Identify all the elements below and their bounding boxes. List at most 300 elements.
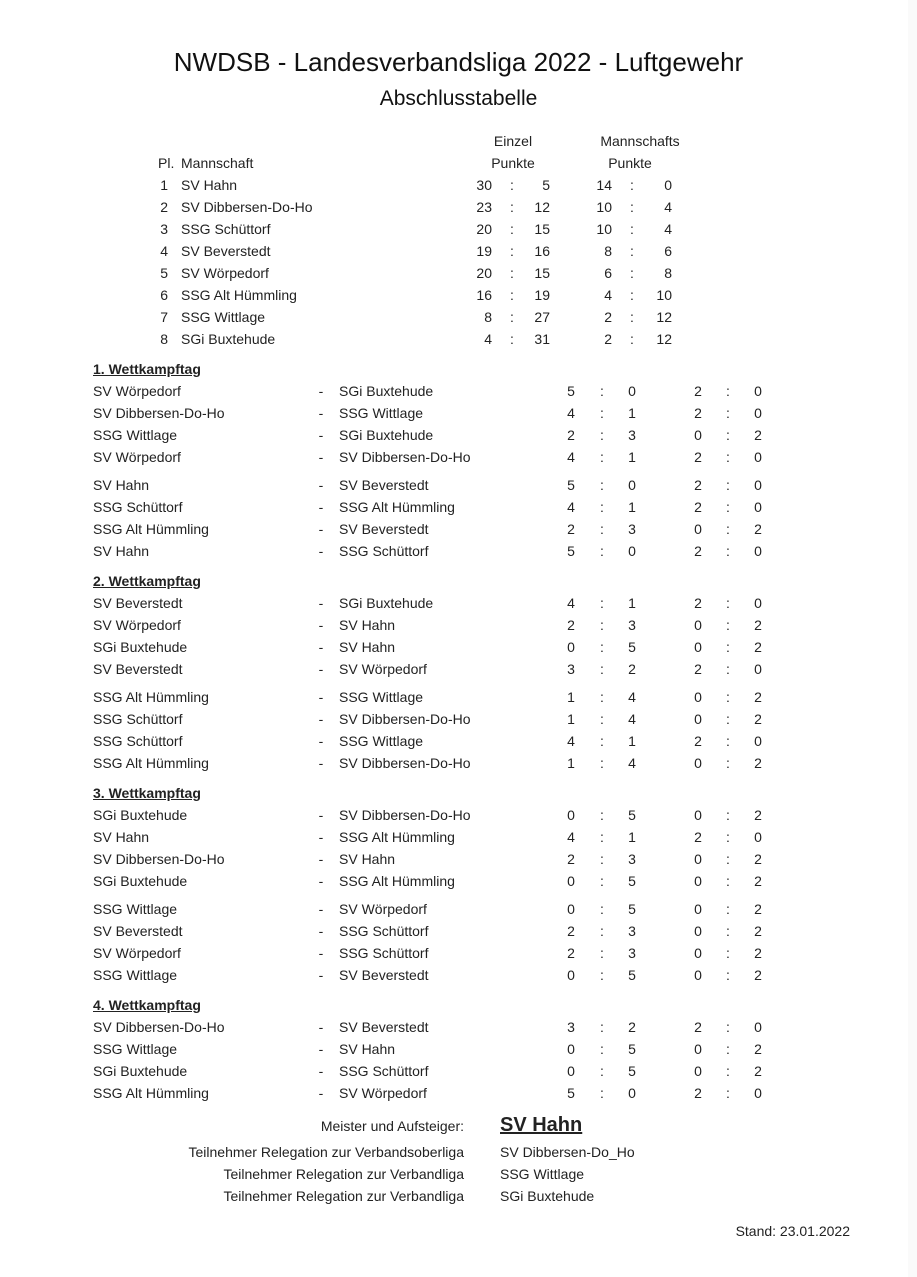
einzel-home: 0 [567,807,575,823]
mannschaft-against: 12 [656,331,672,347]
einzel-against: 15 [534,265,550,281]
mannschaft-home: 0 [694,1063,702,1079]
mannschaft-away: 2 [754,923,762,939]
einzel-home: 4 [567,595,575,611]
home-team: SSG Schüttorf [93,733,183,749]
separator: : [600,945,604,961]
einzel-for: 20 [476,265,492,281]
separator: : [630,265,634,281]
mannschaft-away: 2 [754,521,762,537]
einzel-home: 0 [567,639,575,655]
mannschaft-home: 0 [694,945,702,961]
relegation-team-3: SGi Buxtehude [500,1188,595,1204]
einzel-against: 5 [542,177,550,193]
vs-dash: - [318,521,324,537]
mannschaft-away: 2 [754,851,762,867]
mannschaft-away: 0 [754,383,762,399]
mannschaft-away: 0 [754,733,762,749]
separator: : [600,967,604,983]
einzel-away: 5 [628,873,636,889]
einzel-for: 20 [476,221,492,237]
mannschaft-away: 0 [754,543,762,559]
einzel-away: 2 [628,661,636,677]
match-row [0,730,908,752]
team-name: SV Dibbersen-Do-Ho [181,199,313,215]
away-team: SV Beverstedt [339,967,429,983]
standings-row [0,218,908,240]
separator: : [600,1085,604,1101]
separator: : [600,807,604,823]
einzel-away: 3 [628,617,636,633]
away-team: SV Beverstedt [339,477,429,493]
mannschaft-away: 2 [754,901,762,917]
mannschaft-away: 0 [754,499,762,515]
einzel-away: 5 [628,1063,636,1079]
separator: : [600,449,604,465]
mannschaft-against: 4 [664,221,672,237]
away-team: SV Hahn [339,851,396,867]
standings-row [0,284,908,306]
match-row [0,446,908,468]
einzel-away: 0 [628,383,636,399]
mannschaft-away: 2 [754,1063,762,1079]
mannschaft-for: 14 [596,177,612,193]
einzel-away: 5 [628,1041,636,1057]
mannschaft-away: 0 [754,595,762,611]
einzel-home: 5 [567,477,575,493]
separator: : [726,711,730,727]
away-team: SV Beverstedt [339,521,429,537]
place: 4 [160,243,168,259]
separator: : [726,543,730,559]
separator: : [726,967,730,983]
einzel-against: 27 [534,309,550,325]
standings-row [0,328,908,350]
away-team: SSG Wittlage [339,733,424,749]
match-row [0,1060,908,1082]
separator: : [600,711,604,727]
vs-dash: - [318,873,324,889]
mannschaft-home: 0 [694,1041,702,1057]
separator: : [726,851,730,867]
separator: : [600,689,604,705]
einzel-home: 4 [567,405,575,421]
mannschaft-away: 2 [754,945,762,961]
einzel-away: 5 [628,639,636,655]
place: 7 [160,309,168,325]
einzel-against: 16 [534,243,550,259]
separator: : [726,945,730,961]
mannschaft-home: 2 [694,733,702,749]
einzel-home: 4 [567,829,575,845]
match-row [0,496,908,518]
separator: : [600,1019,604,1035]
home-team: SV Hahn [93,543,150,559]
separator: : [726,617,730,633]
away-team: SSG Schüttorf [339,1063,429,1079]
separator: : [600,661,604,677]
match-row [0,826,908,848]
separator: : [600,873,604,889]
separator: : [510,265,514,281]
mannschaft-against: 6 [664,243,672,259]
einzel-away: 3 [628,945,636,961]
home-team: SSG Wittlage [93,901,178,917]
separator: : [726,689,730,705]
vs-dash: - [318,543,324,559]
separator: : [510,309,514,325]
match-row [0,636,908,658]
separator: : [510,287,514,303]
mannschaft-away: 2 [754,639,762,655]
separator: : [630,199,634,215]
mannschaft-home: 0 [694,639,702,655]
match-row [0,898,908,920]
separator: : [600,383,604,399]
einzel-home: 3 [567,1019,575,1035]
home-team: SV Dibbersen-Do-Ho [93,851,225,867]
relegation-label-2: Teilnehmer Relegation zur Verbandliga [223,1166,464,1182]
einzel-home: 0 [567,1041,575,1057]
stand-date: Stand: 23.01.2022 [735,1223,850,1239]
mannschaft-against: 0 [664,177,672,193]
header-mannschafts-punkte: Punkte [608,155,652,171]
einzel-home: 1 [567,689,575,705]
einzel-for: 16 [476,287,492,303]
separator: : [600,639,604,655]
home-team: SV Wörpedorf [93,449,181,465]
home-team: SSG Wittlage [93,967,178,983]
mannschaft-home: 0 [694,851,702,867]
separator: : [510,243,514,259]
match-row [0,686,908,708]
match-row [0,804,908,826]
away-team: SV Beverstedt [339,1019,429,1035]
vs-dash: - [318,755,324,771]
team-name: SSG Alt Hümmling [181,287,297,303]
away-team: SV Dibbersen-Do-Ho [339,755,471,771]
document-subtitle: Abschlusstabelle [379,87,538,110]
match-row [0,402,908,424]
header-team: Mannschaft [181,155,254,171]
vs-dash: - [318,1041,324,1057]
mannschaft-away: 0 [754,405,762,421]
einzel-away: 1 [628,829,636,845]
einzel-away: 5 [628,807,636,823]
separator: : [600,477,604,493]
einzel-home: 2 [567,617,575,633]
match-row [0,870,908,892]
home-team: SGi Buxtehude [93,807,188,823]
einzel-away: 5 [628,967,636,983]
relegation-label-1: Teilnehmer Relegation zur Verbandsoberliga [188,1144,464,1160]
einzel-home: 0 [567,1063,575,1079]
separator: : [510,199,514,215]
match-day-title: 1. Wettkampftag [93,361,201,377]
mannschaft-home: 2 [694,405,702,421]
vs-dash: - [318,383,324,399]
einzel-home: 1 [567,755,575,771]
einzel-away: 0 [628,1085,636,1101]
place: 1 [160,177,168,193]
relegation-team-2: SSG Wittlage [500,1166,585,1182]
away-team: SV Wörpedorf [339,661,427,677]
mannschaft-away: 0 [754,477,762,493]
separator: : [726,923,730,939]
vs-dash: - [318,1019,324,1035]
vs-dash: - [318,617,324,633]
away-team: SGi Buxtehude [339,427,434,443]
vs-dash: - [318,689,324,705]
mannschaft-home: 2 [694,595,702,611]
separator: : [630,177,634,193]
mannschaft-home: 2 [694,661,702,677]
separator: : [600,499,604,515]
separator: : [630,243,634,259]
separator: : [600,1063,604,1079]
einzel-home: 3 [567,661,575,677]
separator: : [600,617,604,633]
champion-team: SV Hahn [500,1114,583,1136]
separator: : [726,405,730,421]
mannschaft-home: 2 [694,829,702,845]
mannschaft-away: 0 [754,449,762,465]
standings-row [0,262,908,284]
home-team: SGi Buxtehude [93,1063,188,1079]
einzel-away: 3 [628,851,636,867]
vs-dash: - [318,851,324,867]
einzel-for: 23 [476,199,492,215]
place: 6 [160,287,168,303]
einzel-home: 5 [567,1085,575,1101]
einzel-away: 1 [628,405,636,421]
einzel-away: 3 [628,923,636,939]
separator: : [600,733,604,749]
mannschaft-away: 2 [754,1041,762,1057]
mannschaft-away: 2 [754,711,762,727]
vs-dash: - [318,427,324,443]
einzel-away: 0 [628,477,636,493]
match-row [0,474,908,496]
match-row [0,1082,908,1104]
separator: : [726,1019,730,1035]
mannschaft-home: 0 [694,617,702,633]
mannschaft-home: 0 [694,711,702,727]
away-team: SGi Buxtehude [339,595,434,611]
standings-row [0,196,908,218]
einzel-home: 1 [567,711,575,727]
mannschaft-home: 2 [694,449,702,465]
separator: : [726,661,730,677]
mannschaft-for: 10 [596,199,612,215]
match-day-title: 2. Wettkampftag [93,573,201,589]
away-team: SGi Buxtehude [339,383,434,399]
separator: : [726,449,730,465]
vs-dash: - [318,901,324,917]
einzel-for: 30 [476,177,492,193]
separator: : [600,1041,604,1057]
home-team: SGi Buxtehude [93,639,188,655]
einzel-home: 0 [567,901,575,917]
einzel-for: 19 [476,243,492,259]
vs-dash: - [318,829,324,845]
einzel-away: 1 [628,595,636,611]
standings-row [0,240,908,262]
separator: : [726,755,730,771]
match-row [0,518,908,540]
mannschaft-away: 2 [754,617,762,633]
vs-dash: - [318,1085,324,1101]
mannschaft-home: 0 [694,873,702,889]
vs-dash: - [318,477,324,493]
vs-dash: - [318,405,324,421]
away-team: SV Hahn [339,639,396,655]
mannschaft-for: 2 [604,331,612,347]
separator: : [630,331,634,347]
away-team: SSG Alt Hümmling [339,873,455,889]
mannschaft-away: 0 [754,1019,762,1035]
separator: : [726,427,730,443]
separator: : [726,873,730,889]
mannschaft-home: 0 [694,923,702,939]
mannschaft-away: 2 [754,427,762,443]
mannschaft-home: 0 [694,427,702,443]
separator: : [600,829,604,845]
home-team: SV Beverstedt [93,595,183,611]
mannschaft-home: 0 [694,807,702,823]
standings-row [0,306,908,328]
home-team: SSG Schüttorf [93,499,183,515]
mannschaft-away: 2 [754,873,762,889]
champion-label: Meister und Aufsteiger: [320,1118,464,1134]
match-row [0,614,908,636]
mannschaft-home: 2 [694,477,702,493]
separator: : [726,807,730,823]
einzel-away: 3 [628,521,636,537]
vs-dash: - [318,945,324,961]
separator: : [726,639,730,655]
separator: : [600,851,604,867]
einzel-home: 0 [567,873,575,889]
einzel-against: 19 [534,287,550,303]
home-team: SV Dibbersen-Do-Ho [93,405,225,421]
team-name: SV Hahn [181,177,238,193]
einzel-away: 4 [628,689,636,705]
match-row [0,708,908,730]
einzel-away: 1 [628,499,636,515]
einzel-home: 2 [567,851,575,867]
einzel-home: 2 [567,521,575,537]
mannschaft-for: 2 [604,309,612,325]
separator: : [630,287,634,303]
separator: : [726,901,730,917]
mannschaft-home: 0 [694,689,702,705]
separator: : [726,1063,730,1079]
mannschaft-home: 0 [694,521,702,537]
separator: : [600,755,604,771]
away-team: SSG Schüttorf [339,945,429,961]
place: 3 [160,221,168,237]
mannschaft-for: 8 [604,243,612,259]
mannschaft-against: 4 [664,199,672,215]
match-row [0,658,908,680]
einzel-away: 5 [628,901,636,917]
einzel-home: 2 [567,427,575,443]
separator: : [600,543,604,559]
einzel-home: 2 [567,945,575,961]
away-team: SSG Wittlage [339,689,424,705]
away-team: SSG Wittlage [339,405,424,421]
separator: : [726,477,730,493]
vs-dash: - [318,807,324,823]
vs-dash: - [318,967,324,983]
match-row [0,540,908,562]
home-team: SSG Alt Hümmling [93,1085,209,1101]
einzel-against: 15 [534,221,550,237]
match-row [0,380,908,402]
mannschaft-home: 0 [694,967,702,983]
einzel-home: 4 [567,733,575,749]
home-team: SSG Wittlage [93,427,178,443]
separator: : [726,733,730,749]
mannschaft-away: 2 [754,807,762,823]
einzel-home: 4 [567,449,575,465]
header-einzel-punkte: Punkte [491,155,535,171]
mannschaft-for: 4 [604,287,612,303]
mannschaft-home: 0 [694,901,702,917]
document-title: NWDSB - Landesverbandsliga 2022 - Luftgewehr [173,47,744,77]
match-row [0,920,908,942]
home-team: SSG Alt Hümmling [93,521,209,537]
mannschaft-away: 2 [754,967,762,983]
vs-dash: - [318,711,324,727]
einzel-for: 8 [484,309,492,325]
place: 2 [160,199,168,215]
einzel-away: 1 [628,733,636,749]
mannschaft-home: 0 [694,755,702,771]
mannschaft-home: 2 [694,1019,702,1035]
separator: : [726,829,730,845]
home-team: SSG Alt Hümmling [93,689,209,705]
team-name: SV Wörpedorf [181,265,269,281]
vs-dash: - [318,499,324,515]
mannschaft-home: 2 [694,499,702,515]
separator: : [600,521,604,537]
mannschaft-home: 2 [694,543,702,559]
vs-dash: - [318,449,324,465]
separator: : [600,405,604,421]
relegation-team-1: SV Dibbersen-Do_Ho [500,1144,635,1160]
mannschaft-home: 2 [694,383,702,399]
separator: : [510,331,514,347]
separator: : [630,221,634,237]
einzel-home: 2 [567,923,575,939]
away-team: SV Dibbersen-Do-Ho [339,807,471,823]
separator: : [510,221,514,237]
separator: : [726,383,730,399]
home-team: SV Beverstedt [93,661,183,677]
separator: : [600,595,604,611]
separator: : [600,923,604,939]
einzel-against: 31 [534,331,550,347]
away-team: SSG Alt Hümmling [339,829,455,845]
einzel-away: 1 [628,449,636,465]
home-team: SSG Alt Hümmling [93,755,209,771]
separator: : [600,427,604,443]
away-team: SSG Schüttorf [339,923,429,939]
separator: : [630,309,634,325]
match-row [0,1016,908,1038]
